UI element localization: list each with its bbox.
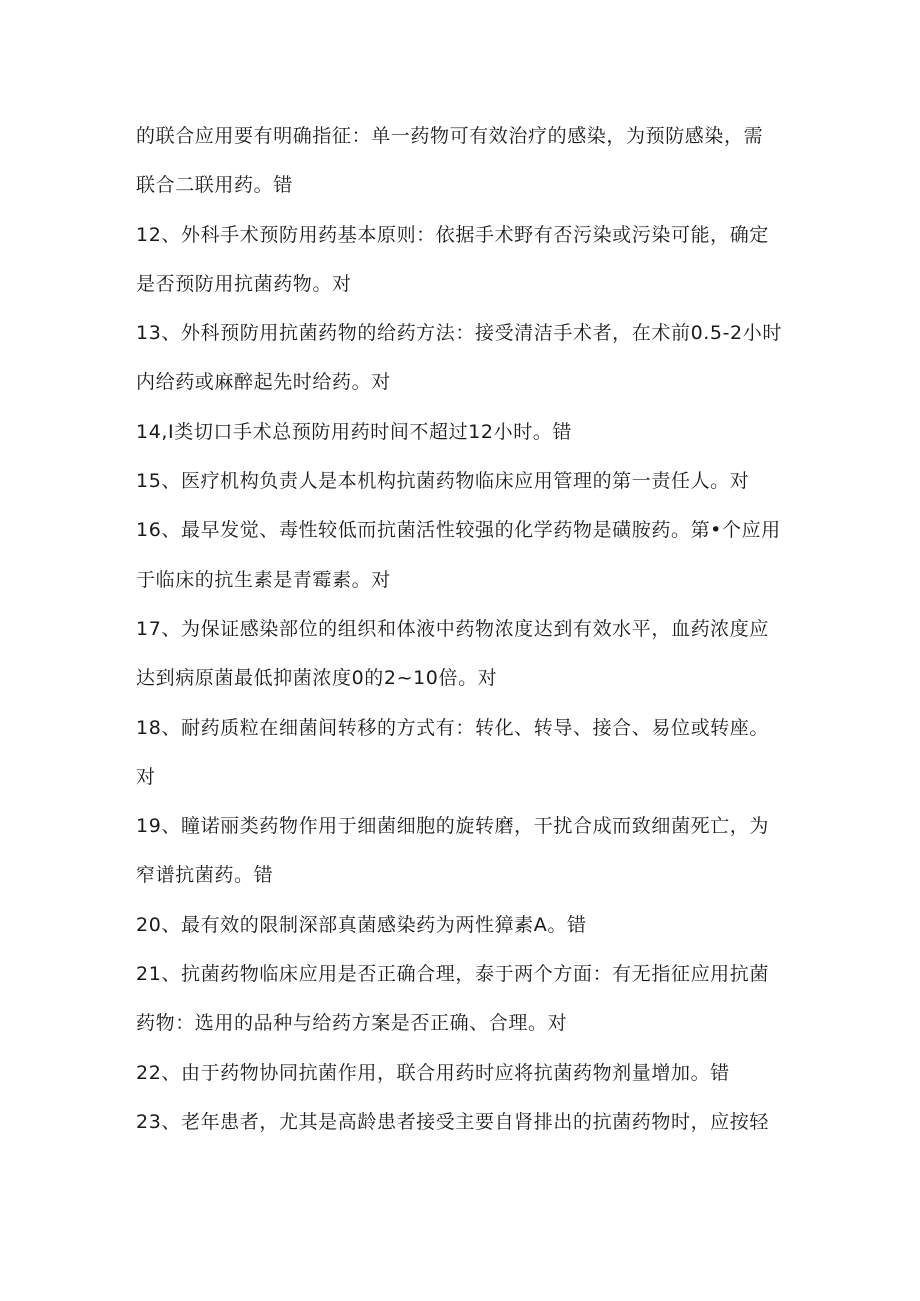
text-line: 21、抗菌药物临床应用是否正确合理，泰于两个方面：有无指征应用抗菌 xyxy=(136,963,769,986)
text-line: 于临床的抗生素是青霉素。对 xyxy=(136,568,391,591)
text-line: 联合二联用药。错 xyxy=(136,174,293,197)
text-line: 17、为保证感染部位的组织和体液中药物浓度达到有效水平，血药浓度应 xyxy=(136,617,769,640)
text-line: 窄谱抗菌药。错 xyxy=(136,864,274,887)
text-line: 内给药或麻醉起先时给药。对 xyxy=(136,371,391,394)
text-line: 对 xyxy=(136,765,156,788)
text-line: 药物：选用的品种与给药方案是否正确、合理。对 xyxy=(136,1012,568,1035)
text-line: 的联合应用要有明确指征：单一药物可有效治疗的感染，为预防感染，需 xyxy=(136,125,764,147)
text-line: 是否预防用抗菌药物。对 xyxy=(136,272,352,295)
text-line: 14,I类切口手术总预防用药时间不超过12小时。错 xyxy=(136,420,572,443)
text-line: 16、最早发觉、毒性较低而抗菌活性较强的化学药物是磺胺药。第•个应用 xyxy=(136,519,781,542)
text-line: 15、医疗机构负责人是本机构抗菌药物临床应用管理的第一责任人。对 xyxy=(136,470,750,493)
text-line: 12、外科手术预防用药基本原则：依据手术野有否污染或污染可能，确定 xyxy=(136,223,769,246)
text-line: 13、外科预防用抗菌药物的给药方法：接受清洁手术者，在术前0.5-2小时 xyxy=(136,322,782,345)
text-line: 23、老年患者，尤其是高龄患者接受主要自肾排出的抗菌药物时，应按轻 xyxy=(136,1110,769,1133)
text-line: 19、瞳诺丽类药物作用于细菌细胞的旋转磨，干扰合成而致细菌死亡，为 xyxy=(136,815,769,838)
text-line: 22、由于药物协同抗菌作用，联合用药时应将抗菌药物剂量增加。错 xyxy=(136,1061,730,1084)
document-body xyxy=(136,118,796,1153)
text-line: 20、最有效的限制深部真菌感染药为两性獐素A。错 xyxy=(136,913,587,936)
text-line: 达到病原菌最低抑菌浓度0的2~10倍。对 xyxy=(136,667,498,690)
text-line: 18、耐药质粒在细菌间转移的方式有：转化、转导、接合、易位或转座。 xyxy=(136,716,769,739)
